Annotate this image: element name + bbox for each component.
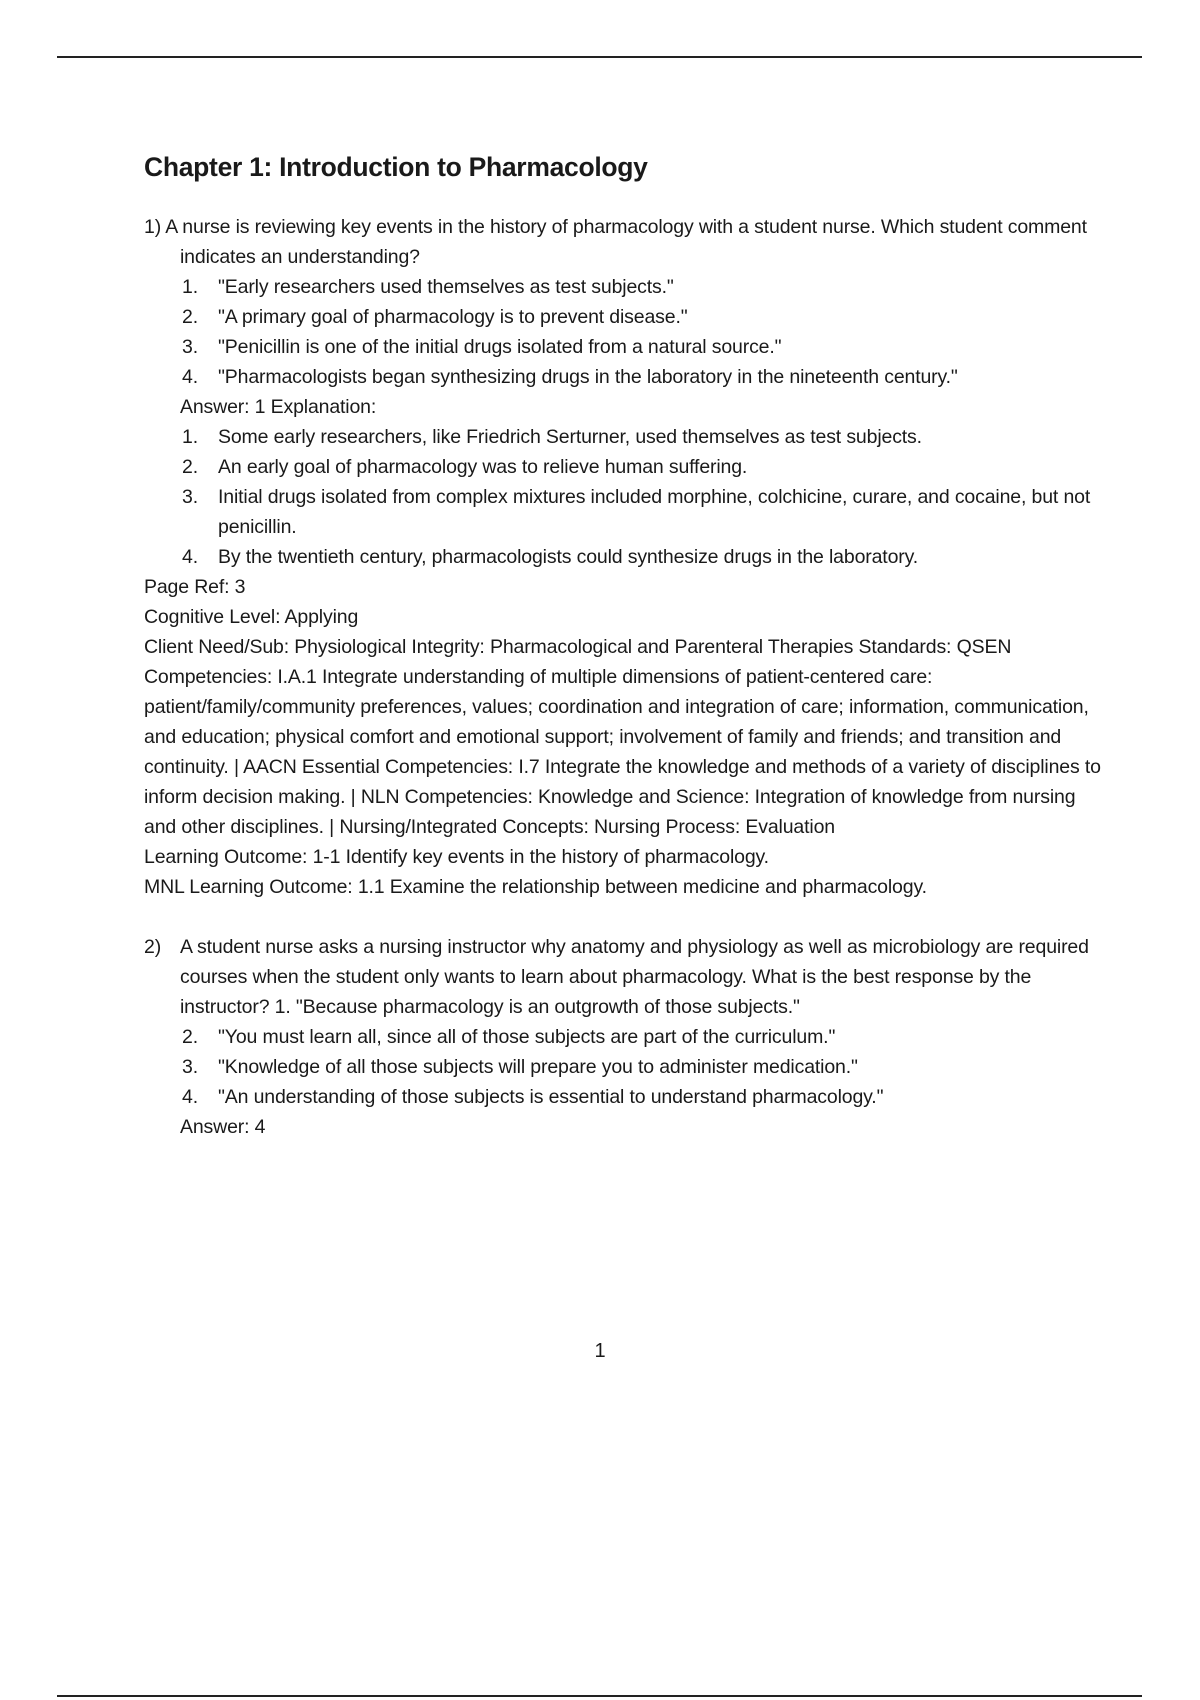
option-number: 1.: [182, 276, 198, 298]
option-item: [144, 272, 1104, 302]
option-item: [144, 1052, 1104, 1082]
question-1: [144, 212, 1104, 902]
option-number: 4.: [182, 1086, 198, 1108]
explanation-item: [144, 422, 1104, 452]
spacer: [144, 902, 1104, 932]
option-number: 3.: [182, 1056, 198, 1078]
option-number: 4.: [182, 366, 198, 388]
chapter-title: Chapter 1: Introduction to Pharmacology: [144, 152, 648, 182]
explanation-item: [144, 482, 1104, 542]
explanation-text: Some early researchers, like Friedrich Serturner, used themselves as test subjects.: [218, 426, 922, 448]
option-text: "An understanding of those subjects is essential to understand pharmacology.": [218, 1086, 884, 1108]
option-text: "Early researchers used themselves as test subjects.": [218, 276, 674, 298]
option-item: [144, 362, 1104, 392]
option-item: [144, 332, 1104, 362]
question-number: 2): [144, 936, 162, 958]
mnl-learning-outcome: MNL Learning Outcome: 1.1 Examine the relationship between medicine and pharmacology.: [144, 876, 927, 898]
option-item: [144, 1082, 1104, 1112]
option-text: "You must learn all, since all of those subjects are part of the curriculum.": [218, 1026, 836, 1048]
explanation-number: 4.: [182, 546, 198, 568]
option-number: 2.: [182, 306, 198, 328]
option-text: "Knowledge of all those subjects will prepare you to administer medication.": [218, 1056, 858, 1078]
option-item: [144, 1022, 1104, 1052]
option-text: "A primary goal of pharmacology is to prevent disease.": [218, 306, 688, 328]
cognitive-level: Cognitive Level: Applying: [144, 606, 359, 628]
page-ref: Page Ref: 3: [144, 576, 246, 598]
page-number: 1: [594, 1340, 606, 1362]
answer-line: Answer: 1 Explanation:: [180, 396, 377, 418]
document-page: [144, 150, 1104, 1142]
explanation-text: An early goal of pharmacology was to relieve human suffering.: [218, 456, 748, 478]
learning-outcome: Learning Outcome: 1-1 Identify key events in the history of pharmacology.: [144, 846, 769, 868]
explanation-item: [144, 452, 1104, 482]
question-text: A student nurse asks a nursing instructor why anatomy and physiology as well as microbiology are required courses when the student only wants to learn about pharmacology. What is the best response by the instructor? 1. "Because pharmacology is an outgrowth of those subjects.": [180, 936, 1089, 1018]
question-1-stem: [144, 212, 1104, 272]
answer-line: Answer: 4: [180, 1116, 266, 1138]
question-2-options: [144, 1022, 1104, 1112]
explanation-number: 1.: [182, 426, 198, 448]
client-need: Client Need/Sub: Physiological Integrity: Pharmacological and Parenteral Therapies Standards: QSEN Competencies: I.A.1 Integrate understanding of multiple dimensions of patient-centered care: patient/family/community preferences, values; coordination and integration of care; information, communication, and education; physical comfort and emotional support; involvement of family and friends; and transition and continuity. | AACN Essential Competencies: I.7 Integrate the knowledge and methods of a variety of disciplines to inform decision making. | NLN Competencies: Knowledge and Science: Integration of knowledge from nursing and other disciplines. | Nursing/Integrated Concepts: Nursing Process: Evaluation: [144, 636, 1101, 838]
explanation-text: By the twentieth century, pharmacologists could synthesize drugs in the laboratory.: [218, 546, 919, 568]
question-1-options: [144, 272, 1104, 392]
option-number: 3.: [182, 336, 198, 358]
question-2: [144, 932, 1104, 1142]
explanation-list: [144, 422, 1104, 572]
question-2-stem: [144, 932, 1104, 1022]
option-text: "Pharmacologists began synthesizing drugs in the laboratory in the nineteenth century.": [218, 366, 958, 388]
explanation-text: Initial drugs isolated from complex mixtures included morphine, colchicine, curare, and cocaine, but not penicillin.: [218, 486, 1091, 538]
option-number: 2.: [182, 1026, 198, 1048]
explanation-number: 3.: [182, 486, 198, 508]
option-item: [144, 302, 1104, 332]
question-number: 1): [144, 216, 162, 238]
bottom-rule: [57, 1695, 1142, 1697]
explanation-item: [144, 542, 1104, 572]
top-rule: [57, 56, 1142, 58]
option-text: "Penicillin is one of the initial drugs isolated from a natural source.": [218, 336, 782, 358]
explanation-number: 2.: [182, 456, 198, 478]
question-text: A nurse is reviewing key events in the history of pharmacology with a student nurse. Which student comment indicates an understanding?: [165, 216, 1087, 268]
